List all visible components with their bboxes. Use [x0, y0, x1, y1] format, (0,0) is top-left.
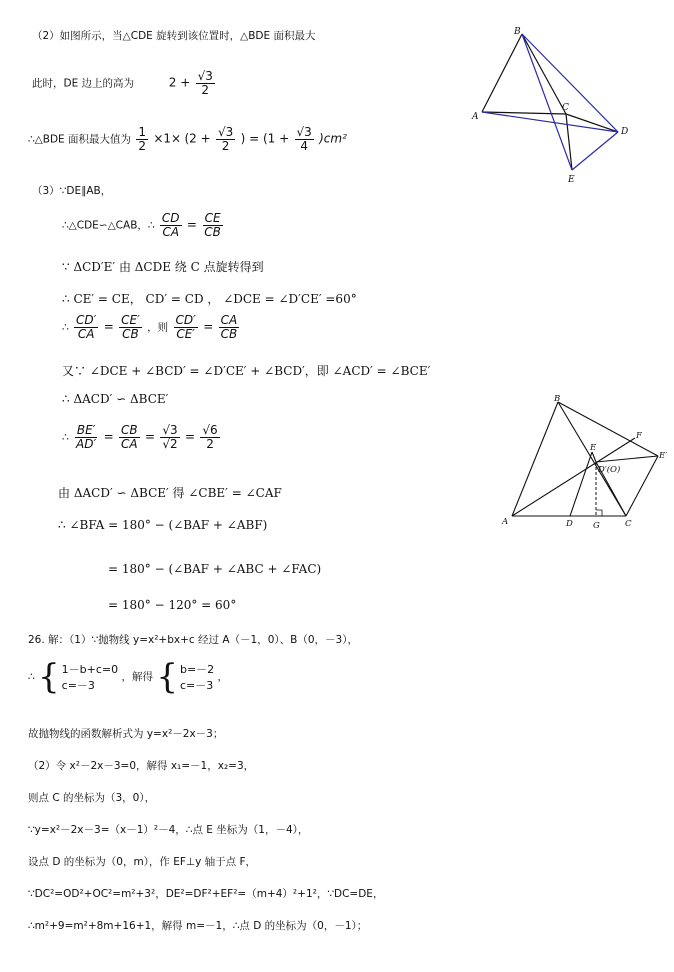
part3-line11: = 180° − (∠BAF + ∠ABC + ∠FAC): [108, 562, 322, 576]
equals-sign: =: [103, 319, 114, 334]
equals-sign: =: [103, 429, 114, 444]
fig1-label-c: C: [562, 103, 569, 113]
fig2-label-e: E: [590, 443, 597, 453]
q26-line9: ∴m²+9=m²+8m+16+1，解得 m=－1，∴点 D 的坐标为（0，－1）；: [28, 920, 368, 932]
fraction-numerator: CD: [161, 211, 180, 225]
part3-line6: 又∵ ∠DCE + ∠BCD′ = ∠D′CE′ + ∠BCD′，即 ∠ACD′ = ∠BCE′: [62, 364, 431, 378]
fig2-edge-de: [570, 452, 592, 516]
part3-line7: ∴ ΔACD′ ∽ ΔBCE′: [62, 392, 169, 406]
fraction-numerator: 1: [138, 125, 146, 139]
sqrt3-half-fraction: [216, 126, 235, 153]
part3-line2: [62, 212, 225, 239]
fig1-edge-ba: [482, 34, 522, 112]
part3-line3: ∵ ΔCD′E′ 由 ΔCDE 绕 C 点旋转得到: [62, 260, 264, 274]
fraction-sqrt3-sqrt2: [160, 424, 179, 451]
fig2-label-d: D: [566, 519, 573, 529]
fig1-label-e: E: [568, 175, 575, 185]
expr-unit: )cm²: [319, 131, 347, 146]
fraction-cb-ca: [119, 424, 140, 451]
part3-line4: ∴ CE′ = CE， CD′ = CD ， ∠DCE = ∠D′CE′ =60°: [62, 292, 357, 306]
fig1-label-b: B: [514, 27, 521, 37]
system-row: 1－b+c=0: [61, 663, 119, 676]
q26-line4: （2）令 x²－2x－3=0，解得 x₁=－1，x₂=3，: [28, 760, 255, 772]
equals-sign: =: [144, 429, 155, 444]
fraction-denominator: CB: [220, 327, 238, 342]
part2-line1: （2）如图所示，当△CDE 旋转到该位置时，△BDE 面积最大: [32, 30, 316, 42]
fraction-numerator: √3: [217, 125, 234, 139]
fraction-cd-ca: [160, 212, 182, 239]
q26-line5: 则点 C 的坐标为（3，0），: [28, 792, 156, 804]
part2-line2: [32, 70, 217, 97]
part3-line8: [62, 424, 222, 451]
fig1-label-a: A: [472, 112, 479, 122]
fig2-label-c: C: [625, 519, 632, 529]
fraction-numerator: BE′: [76, 423, 96, 437]
fraction-numerator: CB: [120, 423, 138, 437]
fig2-label-e-prime: E′: [659, 451, 668, 461]
part3-line1: （3）∵DE∥AB，: [32, 185, 112, 197]
fraction-numerator: √3: [296, 125, 312, 139]
fraction-numerator: CD′: [76, 313, 97, 327]
part2-height-fraction: [196, 70, 215, 97]
part3-line5: [62, 314, 241, 341]
part2-height-label: 此时，DE 边上的高为: [32, 77, 135, 90]
fig2-edge-ba: [512, 402, 558, 516]
fig1-edge-bd: [522, 34, 618, 132]
part3-line10: ∴ ∠BFA = 180° − (∠BAF + ∠ABF): [58, 518, 268, 532]
fraction-numerator: √3: [197, 69, 213, 83]
fig1-label-d: D: [621, 127, 629, 137]
fraction-numerator: √6: [202, 423, 218, 437]
fraction-denominator: CE′: [176, 327, 196, 342]
fraction-denominator: 4: [300, 139, 308, 154]
fraction-denominator: 2: [206, 437, 214, 452]
q26-line1: 26. 解：（1）∵抛物线 y=x²+bx+c 经过 A（－1，0）、B（0，－3），: [28, 634, 358, 646]
equals-sign: =: [184, 429, 196, 444]
fraction-denominator: 2: [138, 139, 146, 154]
fig1-edge-ad: [482, 112, 618, 132]
figure-2-rotation-geometry: [500, 392, 670, 532]
expr-part: ，解得: [121, 671, 153, 683]
fraction-denominator: CB: [204, 225, 221, 240]
equals-sign: =: [186, 217, 197, 232]
fraction-ce-cb: [202, 212, 223, 239]
expr-part: ×1×: [153, 131, 182, 146]
fig1-edge-cd: [566, 114, 618, 132]
q26-line6: ∵y=x²－2x－3=（x－1）²－4，∴点 E 坐标为（1，－4），: [28, 824, 309, 836]
fraction-sqrt6-2: [200, 424, 219, 451]
expr-part: ∴△CDE∽△CAB，∴: [62, 219, 155, 232]
fraction-numerator: CE: [204, 211, 221, 225]
fig2-edge-bc: [558, 402, 626, 516]
fig2-label-a: A: [502, 517, 509, 527]
fig2-label-f: F: [636, 431, 642, 441]
fraction-numerator: CD′: [175, 313, 196, 327]
fraction-denominator: CA: [162, 225, 180, 240]
fig1-edge-bc: [522, 34, 566, 114]
fraction-numerator: CA: [220, 313, 238, 327]
fig2-right-angle-mark: [596, 510, 602, 516]
equals-sign: =: [203, 319, 214, 334]
fig2-edge-ce2: [626, 456, 658, 516]
fraction-ca-cb: [219, 314, 240, 341]
system-row: c=－3: [179, 679, 214, 692]
fig1-edge-de: [572, 132, 618, 170]
fraction-numerator: CE′: [121, 313, 140, 327]
fraction-denominator: 2: [221, 139, 230, 154]
expr-part: ) = (1 +: [240, 131, 290, 146]
fraction-denominator: √2: [162, 437, 178, 452]
part2-area-label: ∴△BDE 面积最大值为: [28, 133, 132, 146]
fig1-edge-be: [522, 34, 572, 170]
fraction-cd2-ce2: [174, 314, 198, 341]
half-fraction: [136, 126, 148, 153]
part3-line9: 由 ΔACD′ ∽ ΔBCE′ 得 ∠CBE′ = ∠CAF: [58, 486, 282, 500]
part2-height-int: 2 +: [168, 75, 191, 90]
fig2-edge-be2: [558, 402, 658, 456]
system-row: b=－2: [179, 663, 215, 676]
system-row: c=－3: [61, 679, 95, 692]
part2-line3: [28, 126, 347, 153]
q26-line7: 设点 D 的坐标为（0，m），作 EF⊥y 轴于点 F，: [28, 856, 257, 868]
fraction-numerator: √3: [162, 423, 178, 437]
expr-part: ，: [217, 671, 229, 683]
q26-line2: [28, 657, 229, 697]
expr-part: ∴: [62, 321, 69, 334]
expr-part: ∴: [28, 671, 35, 683]
equation-system-given: [38, 657, 119, 697]
fraction-be2-ad2: [74, 424, 98, 451]
q26-line8: ∵DC²=OD²+OC²=m²+3²，DE²=DF²+EF²=（m+4）²+1²，∵DC=DE，: [28, 888, 384, 900]
fig2-label-d-prime-o: D′(O): [598, 465, 621, 475]
fig2-label-g: G: [593, 521, 600, 531]
left-brace-icon: {: [156, 657, 178, 697]
sqrt3-quarter-fraction: [295, 126, 314, 153]
fraction-denominator: AD′: [76, 437, 97, 452]
equation-system-solution: [156, 657, 215, 697]
left-brace-icon: {: [38, 657, 60, 697]
fraction-denominator: CB: [122, 327, 139, 342]
fraction-denominator: CA: [77, 327, 95, 342]
expr-part: ，则: [147, 321, 169, 334]
fraction-ce2-cb: [119, 314, 142, 341]
figure-1-triangle-rotation: [470, 22, 640, 187]
expr-part: ∴: [62, 431, 69, 444]
q26-line3: 故抛物线的函数解析式为 y=x²－2x－3；: [28, 728, 224, 740]
fraction-cd2-ca: [74, 314, 98, 341]
part3-line12: = 180° − 120° = 60°: [108, 598, 237, 612]
fraction-denominator: 2: [201, 83, 210, 98]
fig2-label-b: B: [554, 394, 561, 404]
expr-part: (2 +: [184, 131, 211, 146]
fraction-denominator: CA: [120, 437, 138, 452]
